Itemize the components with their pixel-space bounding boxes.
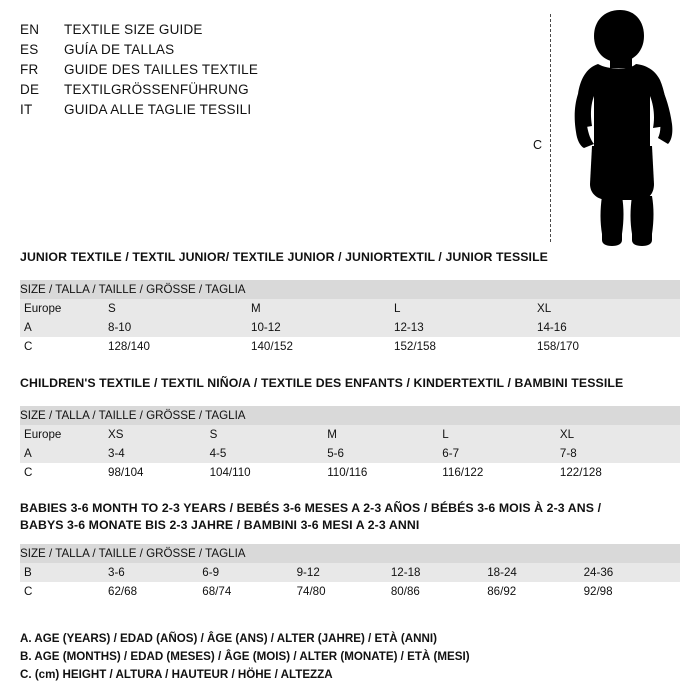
cell: 116/122 xyxy=(442,463,560,482)
cell: 3-6 xyxy=(108,563,202,582)
cell: 14-16 xyxy=(537,318,680,337)
cell: 80/86 xyxy=(391,582,487,601)
language-code: IT xyxy=(20,102,33,117)
cell: 128/140 xyxy=(108,337,251,356)
cell: 9-12 xyxy=(297,563,391,582)
cell: 24-36 xyxy=(584,563,680,582)
language-code: ES xyxy=(20,42,39,57)
table-header-row xyxy=(20,280,680,299)
junior-size-table xyxy=(20,280,680,356)
language-title: GUIDA ALLE TAGLIE TESSILI xyxy=(64,102,252,117)
table-header-label: SIZE / TALLA / TAILLE / GRÖSSE / TAGLIA xyxy=(20,280,680,299)
row-label: A xyxy=(20,318,108,337)
language-title: GUIDE DES TAILLES TEXTILE xyxy=(64,62,259,77)
child-silhouette-icon xyxy=(562,8,690,248)
cell: 6-9 xyxy=(202,563,296,582)
footnote-age-years: A. AGE (YEARS) / EDAD (AÑOS) / ÂGE (ANS) / ALTER (JAHRE) / ETÀ (ANNI) xyxy=(20,632,437,645)
table-row xyxy=(20,318,680,337)
children-size-table xyxy=(20,406,680,482)
row-label: Europe xyxy=(20,425,108,444)
cell: 8-10 xyxy=(108,318,251,337)
footnote-height: C. (cm) HEIGHT / ALTURA / HAUTEUR / HÖHE / ALTEZZA xyxy=(20,668,333,681)
row-label: C xyxy=(20,337,108,356)
row-label: B xyxy=(20,563,108,582)
table-header-label: SIZE / TALLA / TAILLE / GRÖSSE / TAGLIA xyxy=(20,544,680,563)
cell: XL xyxy=(560,425,680,444)
cell: 74/80 xyxy=(297,582,391,601)
cell: 86/92 xyxy=(487,582,583,601)
cell: M xyxy=(251,299,394,318)
cell: 6-7 xyxy=(442,444,560,463)
language-row-de xyxy=(20,82,490,97)
cell: S xyxy=(108,299,251,318)
cell: 122/128 xyxy=(560,463,680,482)
language-code: EN xyxy=(20,22,40,37)
cell: 7-8 xyxy=(560,444,680,463)
language-title: GUÍA DE TALLAS xyxy=(64,42,175,57)
section-title-children: CHILDREN'S TEXTILE / TEXTIL NIÑO/A / TEXTILE DES ENFANTS / KINDERTEXTIL / BAMBINI TESSILE xyxy=(20,376,624,390)
row-label: Europe xyxy=(20,299,108,318)
language-code: FR xyxy=(20,62,39,77)
cell: L xyxy=(394,299,537,318)
language-row-en xyxy=(20,22,490,37)
cell: 4-5 xyxy=(210,444,328,463)
cell: 68/74 xyxy=(202,582,296,601)
cell: 18-24 xyxy=(487,563,583,582)
table-row xyxy=(20,463,680,482)
cell: 110/116 xyxy=(327,463,442,482)
height-dashed-line xyxy=(550,14,551,242)
table-row xyxy=(20,299,680,318)
cell: 3-4 xyxy=(108,444,210,463)
cell: 62/68 xyxy=(108,582,202,601)
cell: 12-18 xyxy=(391,563,487,582)
cell: 104/110 xyxy=(210,463,328,482)
table-header-row xyxy=(20,544,680,563)
cell: S xyxy=(210,425,328,444)
height-marker-label: C xyxy=(533,138,543,152)
cell: XS xyxy=(108,425,210,444)
cell: 140/152 xyxy=(251,337,394,356)
cell: M xyxy=(327,425,442,444)
language-row-es xyxy=(20,42,490,57)
height-measure-figure xyxy=(520,8,690,248)
table-row xyxy=(20,582,680,601)
table-header-label: SIZE / TALLA / TAILLE / GRÖSSE / TAGLIA xyxy=(20,406,680,425)
cell: 158/170 xyxy=(537,337,680,356)
table-row xyxy=(20,563,680,582)
cell: 92/98 xyxy=(584,582,680,601)
section-title-babies-line2: BABYS 3-6 MONATE BIS 2-3 JAHRE / BAMBINI 3-6 MESI A 2-3 ANNI xyxy=(20,518,420,532)
section-title-babies-line1: BABIES 3-6 MONTH TO 2-3 YEARS / BEBÉS 3-6 MESES A 2-3 AÑOS / BÉBÉS 3-6 MOIS À 2-3 ANS / xyxy=(20,501,602,515)
row-label: C xyxy=(20,582,108,601)
language-title: TEXTILGRÖSSENFÜHRUNG xyxy=(64,82,249,97)
cell: XL xyxy=(537,299,680,318)
cell: 152/158 xyxy=(394,337,537,356)
table-header-row xyxy=(20,406,680,425)
cell: 10-12 xyxy=(251,318,394,337)
cell: 12-13 xyxy=(394,318,537,337)
language-title: TEXTILE SIZE GUIDE xyxy=(64,22,203,37)
cell: L xyxy=(442,425,560,444)
cell: 5-6 xyxy=(327,444,442,463)
footnote-list xyxy=(20,630,680,684)
row-label: A xyxy=(20,444,108,463)
table-row xyxy=(20,444,680,463)
language-row-it xyxy=(20,102,490,117)
section-title-babies xyxy=(20,500,601,534)
table-row xyxy=(20,425,680,444)
language-row-fr xyxy=(20,62,490,77)
row-label: C xyxy=(20,463,108,482)
language-code: DE xyxy=(20,82,40,97)
section-title-junior: JUNIOR TEXTILE / TEXTIL JUNIOR/ TEXTILE JUNIOR / JUNIORTEXTIL / JUNIOR TESSILE xyxy=(20,250,548,264)
babies-size-table xyxy=(20,544,680,601)
language-title-list xyxy=(20,22,490,122)
table-row xyxy=(20,337,680,356)
footnote-age-months: B. AGE (MONTHS) / EDAD (MESES) / ÂGE (MOIS) / ALTER (MONATE) / ETÀ (MESI) xyxy=(20,650,470,663)
cell: 98/104 xyxy=(108,463,210,482)
